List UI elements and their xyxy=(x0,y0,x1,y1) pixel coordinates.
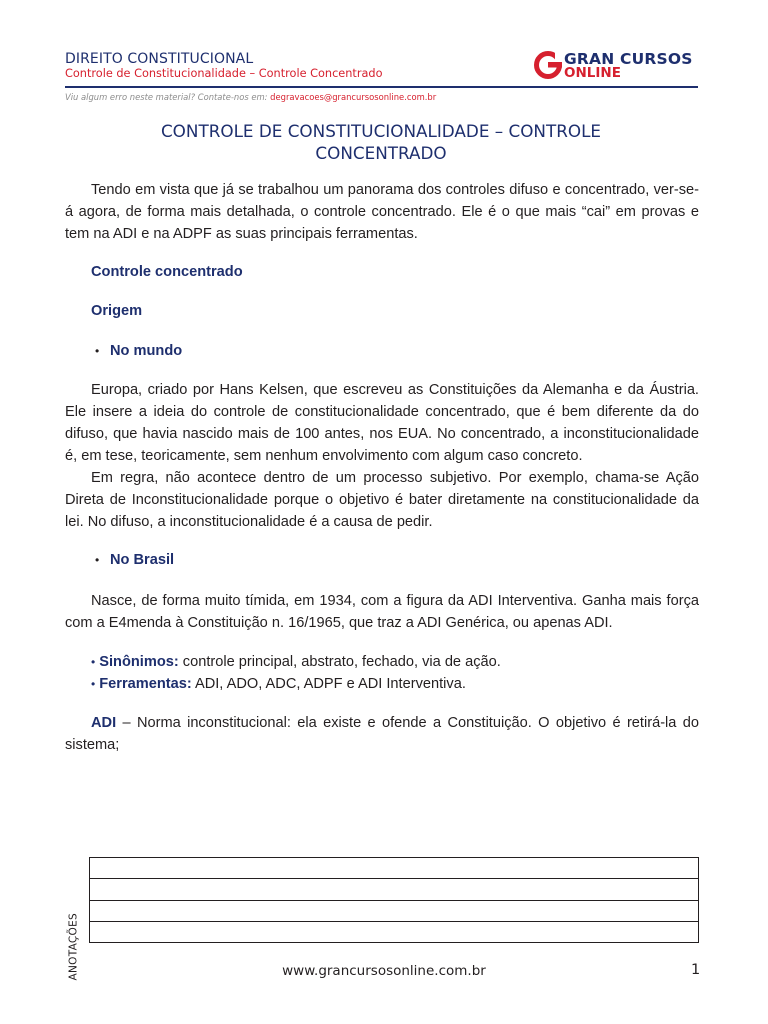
notes-label-text: ANOTAÇÕES xyxy=(67,913,80,981)
notes-label xyxy=(60,913,86,981)
notes-box[interactable] xyxy=(89,857,699,943)
topic-subtitle: Controle de Constitucionalidade – Controle Concentrado xyxy=(65,67,383,80)
footer-url[interactable]: www.grancursosonline.com.br xyxy=(282,963,486,979)
subject-title: DIREITO CONSTITUCIONAL xyxy=(65,51,254,67)
heading-origem: Origem xyxy=(91,303,143,319)
notes-line xyxy=(90,878,698,879)
paragraph-em-regra: Em regra, não acontece dentro de um processo subjetivo. Por exemplo, chama-se Ação Direta de Inconstitucionalidade porque o objetivo é bater diretamente na constitucionalidade da lei. No difuso, a inconstitucionalidade é a causa de pedir. xyxy=(65,470,699,530)
contact-email-link[interactable]: degravacoes@grancursosonline.com.br xyxy=(270,92,437,102)
sinonimos-label: Sinônimos: xyxy=(99,654,179,670)
logo-text-top: GRAN CURSOS xyxy=(564,50,693,68)
adi-label: ADI xyxy=(91,715,117,731)
bullet-dot: • xyxy=(91,655,96,669)
intro-paragraph: Tendo em vista que já se trabalhou um panorama dos controles difuso e concentrado, ver-se-á agora, de forma mais detalhada, o controle concentrado. Ele é o que mais “cai” em provas e tem na ADI e na ADPF as suas principais ferramentas. xyxy=(65,182,699,242)
notes-line xyxy=(90,921,698,922)
paragraph-europa: Europa, criado por Hans Kelsen, que escreveu as Constituições da Alemanha e da Áustria. Ele insere a ideia do controle de constitucionalidade concentrado, que é bem diferente da do difuso, que havia nascido mais de 100 antes, nos EUA. No concentrado, a inconstitucionalidade é, em tese, teoricamente, sem nenhum envolvimento com algum caso concreto. xyxy=(65,382,699,464)
bullet-dot: • xyxy=(95,344,100,358)
logo-text-bottom: ONLINE xyxy=(564,65,621,81)
adi-text: – Norma inconstitucional: ela existe e ofende a Constituição. O objetivo é retirá-la do sistema; xyxy=(65,715,699,753)
sinonimos-text: controle principal, abstrato, fechado, via de ação. xyxy=(178,654,501,670)
heading-controle-concentrado: Controle concentrado xyxy=(91,264,243,280)
paragraph-adi xyxy=(65,712,699,756)
bullet-no-brasil-label: No Brasil xyxy=(110,552,175,568)
ferramentas-label: Ferramentas: xyxy=(99,676,192,692)
ferramentas-text: ADI, ADO, ADC, ADPF e ADI Interventiva. xyxy=(191,676,466,692)
logo-g-icon xyxy=(533,49,565,81)
page-title-line-1: CONTROLE DE CONSTITUCIONALIDADE – CONTROLE xyxy=(160,121,602,141)
notes-line xyxy=(90,900,698,901)
paragraph-nasce: Nasce, de forma muito tímida, em 1934, com a figura da ADI Interventiva. Ganha mais força com a E4menda à Constituição n. 16/1965, que traz a ADI Genérica, ou apenas ADI. xyxy=(65,593,699,631)
list-item-sinonimos xyxy=(91,651,501,673)
gran-cursos-logo xyxy=(533,49,703,83)
contact-prefix: Viu algum erro neste material? Contate-nos em: xyxy=(65,92,271,102)
bullet-no-mundo xyxy=(95,343,182,359)
header-divider xyxy=(65,86,698,88)
bullet-dot: • xyxy=(95,553,100,567)
list-item-ferramentas xyxy=(91,673,466,695)
page-title xyxy=(90,120,672,164)
contact-line xyxy=(65,92,436,102)
bullet-dot: • xyxy=(91,677,96,691)
bullet-no-mundo-label: No mundo xyxy=(110,343,183,359)
page-number: 1 xyxy=(691,962,701,978)
bullet-no-brasil xyxy=(95,552,174,568)
page-title-line-2: CONCENTRADO xyxy=(315,143,447,163)
